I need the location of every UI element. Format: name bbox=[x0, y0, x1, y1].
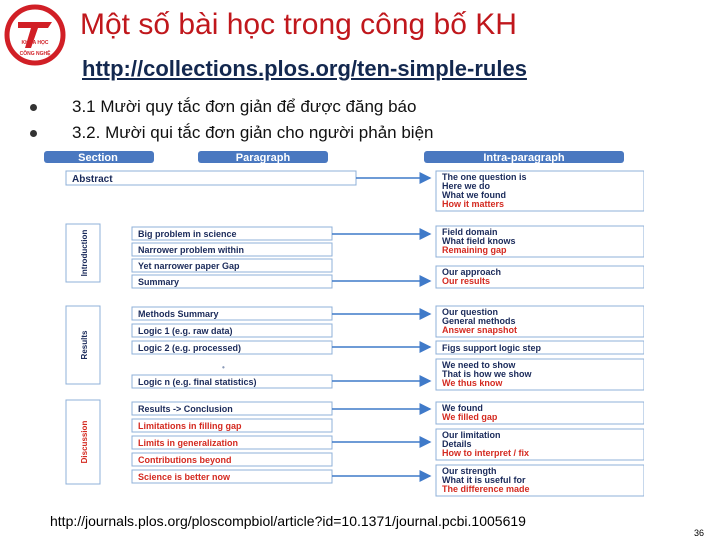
intro-intra1-1: What field knows bbox=[442, 236, 516, 246]
page-number: 36 bbox=[694, 528, 705, 538]
results-intra3-0: We need to show bbox=[442, 360, 516, 370]
logo-text-top: KHOA HỌC bbox=[21, 40, 49, 46]
results-intra1-0: Our question bbox=[442, 307, 498, 317]
abstract-intra-3: How it matters bbox=[442, 199, 505, 209]
discussion-intra1-0: We found bbox=[442, 403, 483, 413]
results-intra3-2: We thus know bbox=[442, 378, 503, 388]
discussion-intra3-1: What it is useful for bbox=[442, 475, 526, 485]
discussion-paragraph-1: Limitations in filling gap bbox=[138, 421, 242, 431]
intro-paragraph-3: Summary bbox=[138, 277, 180, 287]
intro-paragraph-1: Narrower problem within bbox=[138, 245, 245, 255]
discussion-intra2-2: How to interpret / fix bbox=[442, 448, 530, 458]
abstract-intra-1: Here we do bbox=[442, 181, 491, 191]
article-link[interactable]: http://journals.plos.org/ploscompbiol/article?id=10.1371/journal.pcbi.1005619 bbox=[50, 513, 526, 529]
bullet-icon bbox=[30, 130, 37, 137]
discussion-paragraph-4: Science is better now bbox=[138, 472, 231, 482]
abstract-intra-0: The one question is bbox=[442, 172, 527, 182]
section-introduction-label: Introduction bbox=[80, 229, 89, 277]
results-paragraph-2: Logic 2 (e.g. processed) bbox=[138, 343, 242, 353]
discussion-paragraph-0: Results -> Conclusion bbox=[138, 404, 233, 414]
bullet-list bbox=[28, 94, 433, 146]
discussion-paragraph-3: Contributions beyond bbox=[138, 455, 232, 465]
bullet-text: 3.1 Mười quy tắc đơn giản để được đăng báo bbox=[72, 97, 417, 116]
intro-paragraph-2: Yet narrower paper Gap bbox=[138, 261, 240, 271]
discussion-intra3-2: The difference made bbox=[442, 484, 530, 494]
intro-intra1-2: Remaining gap bbox=[442, 245, 507, 255]
bullet-item bbox=[28, 120, 433, 146]
header-intra-label: Intra-paragraph bbox=[483, 152, 565, 164]
section-discussion-label: Discussion bbox=[80, 420, 89, 464]
intro-paragraph-0: Big problem in science bbox=[138, 229, 237, 239]
discussion-intra2-1: Details bbox=[442, 439, 472, 449]
results-intra1-1: General methods bbox=[442, 316, 516, 326]
abstract-intra-2: What we found bbox=[442, 190, 506, 200]
header-paragraph-label: Paragraph bbox=[235, 152, 291, 164]
university-logo bbox=[4, 4, 66, 66]
discussion-intra2-0: Our limitation bbox=[442, 430, 501, 440]
results-intra3-1: That is how we show bbox=[442, 369, 532, 379]
intro-intra2-0: Our approach bbox=[442, 267, 502, 277]
paper-structure-figure bbox=[38, 148, 644, 500]
results-paragraph-1: Logic 1 (e.g. raw data) bbox=[138, 326, 233, 336]
abstract-label: Abstract bbox=[72, 174, 113, 185]
discussion-intra1-1: We filled gap bbox=[442, 412, 498, 422]
results-ellipsis: • bbox=[222, 363, 225, 372]
bullet-item bbox=[28, 94, 433, 120]
bullet-text: 3.2. Mười qui tắc đơn giản cho người phản biện bbox=[72, 123, 434, 142]
results-intra1-2: Answer snapshot bbox=[442, 325, 518, 335]
section-results-label: Results bbox=[80, 330, 89, 360]
slide-title: Một số bài học trong công bố KH bbox=[80, 8, 517, 41]
collection-link[interactable]: http://collections.plos.org/ten-simple-rules bbox=[82, 56, 527, 81]
discussion-paragraph-2: Limits in generalization bbox=[138, 438, 239, 448]
header-section-label: Section bbox=[78, 152, 118, 164]
results-paragraph-3: Logic n (e.g. final statistics) bbox=[138, 377, 257, 387]
intro-intra2-1: Our results bbox=[442, 276, 491, 286]
discussion-intra3-0: Our strength bbox=[442, 466, 497, 476]
bullet-icon bbox=[30, 104, 37, 111]
logo-text-bottom: CÔNG NGHỆ bbox=[19, 51, 51, 57]
results-paragraph-0: Methods Summary bbox=[138, 309, 219, 319]
results-intra2-0: Figs support logic step bbox=[442, 343, 542, 353]
intro-intra1-0: Field domain bbox=[442, 227, 498, 237]
